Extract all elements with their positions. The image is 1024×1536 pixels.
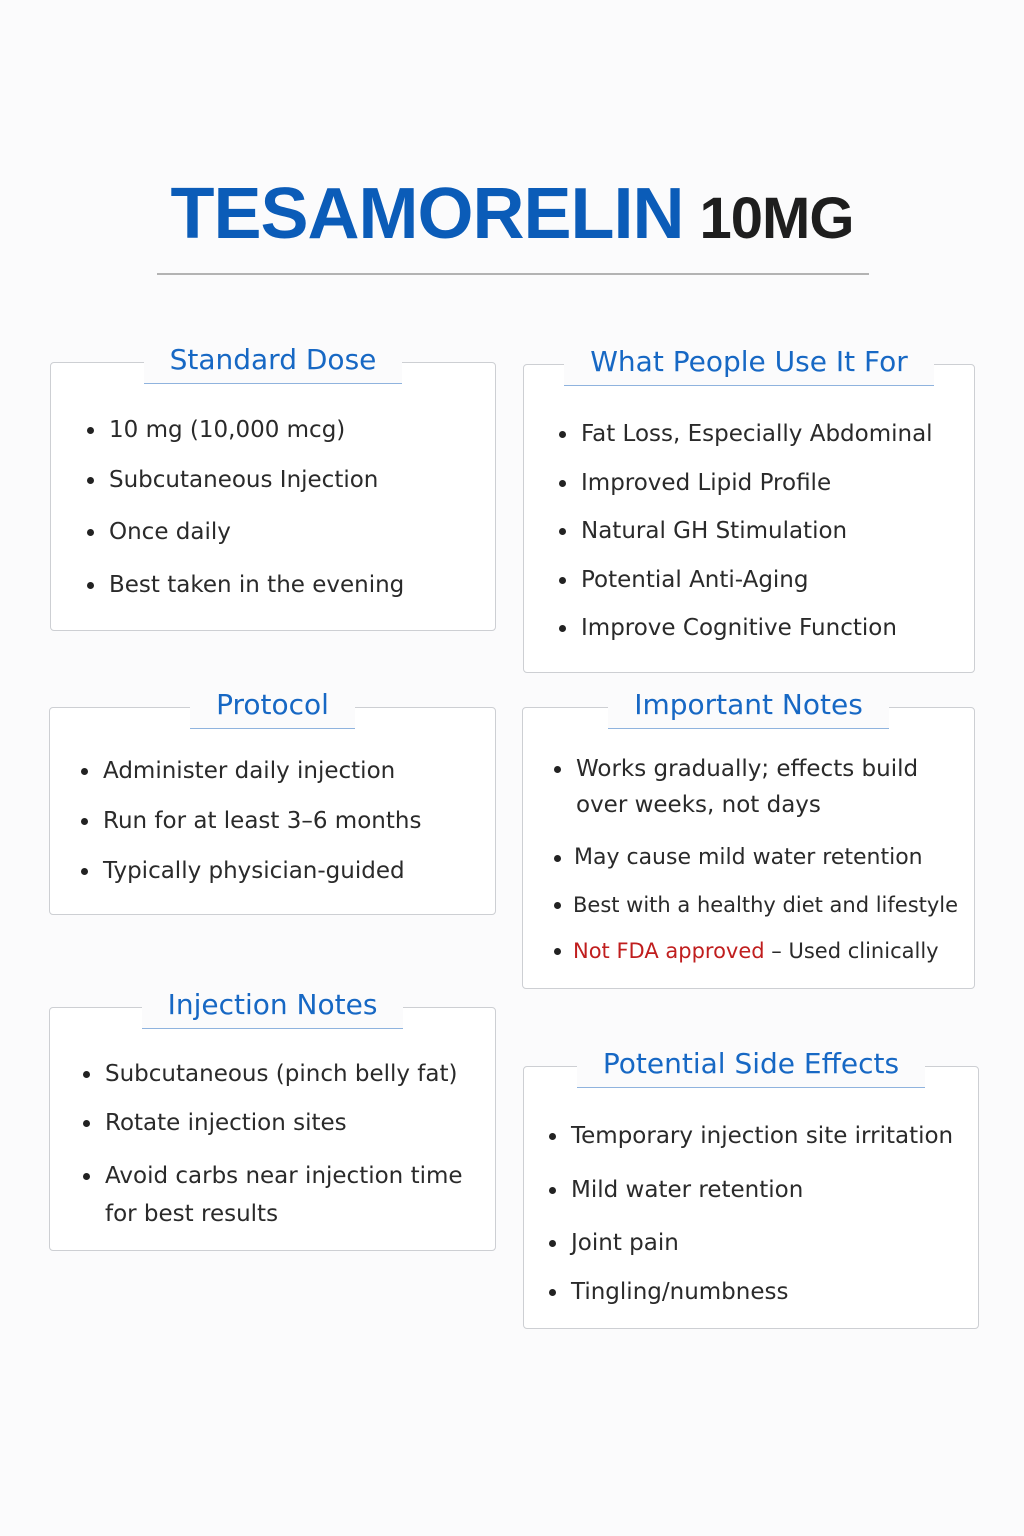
standard-dose-card: [50, 343, 496, 631]
list-item: Improved Lipid Profile: [581, 465, 831, 501]
bullet-icon: [559, 431, 566, 438]
list-item: Potential Anti-Aging: [581, 562, 808, 598]
list-item: Improve Cognitive Function: [581, 610, 897, 646]
list-item: Subcutaneous (pinch belly fat): [105, 1056, 458, 1092]
protocol-card: [49, 688, 496, 915]
title-divider: [157, 273, 869, 275]
list-item: Fat Loss, Especially Abdominal: [581, 416, 933, 452]
injection-notes-header: [50, 988, 495, 1029]
product-name: TESAMORELIN: [170, 174, 684, 254]
bullet-icon: [81, 818, 88, 825]
list-item: May cause mild water retention: [574, 840, 923, 876]
bullet-icon: [549, 1133, 556, 1140]
bullet-icon: [554, 766, 561, 773]
list-item: Best taken in the evening: [109, 567, 404, 603]
uses-card: [523, 345, 975, 673]
list-item: Administer daily injection: [103, 753, 395, 789]
side-effects-header: [524, 1047, 978, 1088]
list-item: Temporary injection site irritation: [571, 1118, 953, 1154]
uses-header: [524, 345, 974, 386]
bullet-icon: [83, 1120, 90, 1127]
list-item: Not FDA approved – Used clinically: [573, 933, 939, 969]
list-item: Works gradually; effects build: [576, 751, 918, 787]
injection-notes-card: [49, 988, 496, 1251]
list-item: Avoid carbs near injection time: [105, 1158, 463, 1194]
bullet-icon: [87, 477, 94, 484]
bullet-icon: [549, 1187, 556, 1194]
bullet-icon: [81, 868, 88, 875]
list-item-continuation: for best results: [105, 1201, 279, 1227]
list-item: Subcutaneous Injection: [109, 462, 378, 498]
bullet-icon: [559, 577, 566, 584]
important-notes-card: [522, 688, 975, 989]
bullet-icon: [554, 855, 561, 862]
bullet-icon: [81, 768, 88, 775]
bullet-icon: [559, 528, 566, 535]
bullet-icon: [87, 582, 94, 589]
bullet-icon: [83, 1173, 90, 1180]
list-item: Tingling/numbness: [571, 1274, 788, 1310]
bullet-icon: [559, 480, 566, 487]
uses-heading: What People Use It For: [564, 345, 934, 386]
bullet-icon: [554, 902, 561, 909]
list-item: Joint pain: [571, 1225, 679, 1261]
list-item: Rotate injection sites: [105, 1105, 347, 1141]
side-effects-heading: Potential Side Effects: [577, 1047, 925, 1088]
injection-notes-heading: Injection Notes: [142, 988, 404, 1029]
warning-text: Not FDA approved: [573, 939, 765, 963]
list-item: 10 mg (10,000 mcg): [109, 412, 345, 448]
protocol-heading: Protocol: [190, 688, 355, 729]
bullet-icon: [559, 625, 566, 632]
list-item: Once daily: [109, 514, 231, 550]
bullet-icon: [87, 427, 94, 434]
standard-dose-heading: Standard Dose: [144, 343, 403, 384]
protocol-header: [50, 688, 495, 729]
important-notes-header: [523, 688, 974, 729]
bullet-icon: [549, 1240, 556, 1247]
side-effects-card: [523, 1047, 979, 1329]
page-title: [0, 174, 1024, 254]
list-item: Typically physician-guided: [103, 853, 405, 889]
product-dose: 10MG: [699, 186, 854, 251]
list-item: Mild water retention: [571, 1172, 803, 1208]
list-item: Natural GH Stimulation: [581, 513, 847, 549]
bullet-icon: [83, 1071, 90, 1078]
list-item: Run for at least 3–6 months: [103, 803, 421, 839]
list-item: Best with a healthy diet and lifestyle: [573, 887, 958, 923]
bullet-icon: [87, 529, 94, 536]
bullet-icon: [549, 1289, 556, 1296]
standard-dose-header: [51, 343, 495, 384]
list-item-continuation: over weeks, not days: [576, 792, 821, 818]
important-notes-heading: Important Notes: [608, 688, 889, 729]
bullet-icon: [554, 948, 561, 955]
